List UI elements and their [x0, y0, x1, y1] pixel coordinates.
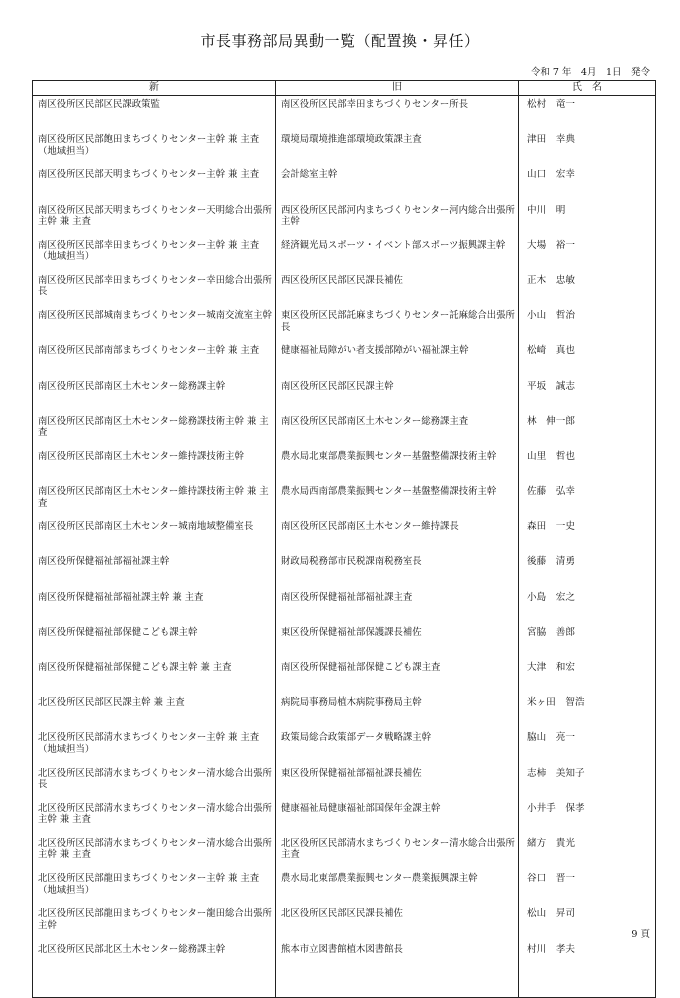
old-position-cell: 経済観光局スポーツ・イベント部スポーツ振興課主幹	[276, 237, 519, 272]
employee-name-cell: 津田 幸典	[519, 131, 656, 166]
old-position-cell: 東区役所保健福祉部福祉課長補佐	[276, 765, 519, 800]
table-row	[33, 342, 656, 377]
employee-name-cell: 林 伸一郎	[519, 413, 656, 448]
table-row	[33, 272, 656, 307]
new-position-cell: 北区役所区民部区民課主幹 兼 主査	[33, 694, 276, 729]
old-position-cell: 健康福祉局障がい者支援部障がい福祉課主幹	[276, 342, 519, 377]
new-position-cell: 南区役所区民部幸田まちづくりセンター主幹 兼 主査（地域担当）	[33, 237, 276, 272]
old-position-cell: 政策局総合政策部データ戦略課主幹	[276, 729, 519, 764]
empty-row	[33, 976, 656, 998]
table-row	[33, 589, 656, 624]
new-position-cell: 南区役所保健福祉部福祉課主幹	[33, 553, 276, 588]
new-position-cell: 北区役所区民部清水まちづくりセンター清水総合出張所主幹 兼 主査	[33, 835, 276, 870]
employee-name-cell: 平坂 誠志	[519, 378, 656, 413]
header-old: 旧	[276, 81, 519, 96]
employee-name-cell: 佐藤 弘幸	[519, 483, 656, 518]
document-title: 市長事務部局異動一覧（配置換・昇任）	[200, 32, 480, 50]
new-position-cell: 南区役所保健福祉部保健こども課主幹	[33, 624, 276, 659]
empty-cell	[276, 976, 519, 998]
empty-cell	[33, 976, 276, 998]
table-row	[33, 659, 656, 694]
new-position-cell: 南区役所区民部幸田まちづくりセンター幸田総合出張所長	[33, 272, 276, 307]
employee-name-cell: 脇山 亮一	[519, 729, 656, 764]
old-position-cell: 東区役所区民部託麻まちづくりセンター託麻総合出張所長	[276, 307, 519, 342]
table-row	[33, 166, 656, 201]
old-position-cell: 農水局西南部農業振興センター基盤整備課技術主幹	[276, 483, 519, 518]
table-row	[33, 835, 656, 870]
employee-name-cell: 山里 哲也	[519, 448, 656, 483]
table-row	[33, 237, 656, 272]
new-position-cell: 南区役所区民部南区土木センター維持課技術主幹	[33, 448, 276, 483]
old-position-cell: 南区役所区民部南区土木センター維持課長	[276, 518, 519, 553]
table-header-row	[33, 81, 656, 96]
table-row	[33, 800, 656, 835]
issue-date: 令和 7 年 4月 1日 発令	[530, 67, 650, 78]
new-position-cell: 南区役所区民部天明まちづくりセンター主幹 兼 主査	[33, 166, 276, 201]
table-row	[33, 448, 656, 483]
new-position-cell: 南区役所区民部飽田まちづくりセンター主幹 兼 主査（地域担当）	[33, 131, 276, 166]
old-position-cell: 北区役所区民部区民課長補佐	[276, 905, 519, 940]
table-row	[33, 413, 656, 448]
employee-name-cell: 小井手 保孝	[519, 800, 656, 835]
old-position-cell: 健康福祉局健康福祉部国保年金課主幹	[276, 800, 519, 835]
old-position-cell: 病院局事務局植木病院事務局主幹	[276, 694, 519, 729]
old-position-cell: 熊本市立図書館植木図書館長	[276, 941, 519, 976]
header-name: 氏 名	[519, 81, 656, 96]
table-row	[33, 905, 656, 940]
table-row	[33, 941, 656, 976]
employee-name-cell: 大津 和宏	[519, 659, 656, 694]
new-position-cell: 北区役所区民部龍田まちづくりセンター主幹 兼 主査（地域担当）	[33, 870, 276, 905]
new-position-cell: 南区役所区民部南区土木センター城南地域整備室長	[33, 518, 276, 553]
new-position-cell: 北区役所区民部清水まちづくりセンター清水総合出張所長	[33, 765, 276, 800]
table-row	[33, 202, 656, 237]
old-position-cell: 環境局環境推進部環境政策課主査	[276, 131, 519, 166]
employee-name-cell: 宮脇 善郎	[519, 624, 656, 659]
old-position-cell: 南区役所保健福祉部福祉課主査	[276, 589, 519, 624]
table-row	[33, 553, 656, 588]
old-position-cell: 南区役所区民部南区土木センター総務課主査	[276, 413, 519, 448]
employee-name-cell: 小山 哲治	[519, 307, 656, 342]
employee-name-cell: 緒方 貴光	[519, 835, 656, 870]
new-position-cell: 北区役所区民部北区土木センター総務課主幹	[33, 941, 276, 976]
employee-name-cell: 松村 竜一	[519, 96, 656, 132]
employee-name-cell: 山口 宏幸	[519, 166, 656, 201]
table-row	[33, 694, 656, 729]
table-row	[33, 96, 656, 132]
new-position-cell: 北区役所区民部清水まちづくりセンター清水総合出張所主幹 兼 主査	[33, 800, 276, 835]
new-position-cell: 南区役所区民部天明まちづくりセンター天明総合出張所主幹 兼 主査	[33, 202, 276, 237]
old-position-cell: 北区役所区民部清水まちづくりセンター清水総合出張所主査	[276, 835, 519, 870]
transfer-table	[32, 80, 656, 998]
table-row	[33, 131, 656, 166]
new-position-cell: 南区役所保健福祉部保健こども課主幹 兼 主査	[33, 659, 276, 694]
page-number: 9 頁	[631, 929, 650, 940]
table-row	[33, 483, 656, 518]
employee-name-cell: 松山 昇司	[519, 905, 656, 940]
empty-cell	[519, 976, 656, 998]
table-row	[33, 378, 656, 413]
employee-name-cell: 森田 一史	[519, 518, 656, 553]
new-position-cell: 南区役所区民部南区土木センター総務課技術主幹 兼 主査	[33, 413, 276, 448]
old-position-cell: 財政局税務部市民税課南税務室長	[276, 553, 519, 588]
table-row	[33, 624, 656, 659]
header-new: 新	[33, 81, 276, 96]
table-row	[33, 765, 656, 800]
table-body	[33, 96, 656, 998]
employee-name-cell: 小島 宏之	[519, 589, 656, 624]
employee-name-cell: 中川 明	[519, 202, 656, 237]
new-position-cell: 南区役所区民部南部まちづくりセンター主幹 兼 主査	[33, 342, 276, 377]
employee-name-cell: 正木 忠敏	[519, 272, 656, 307]
new-position-cell: 南区役所区民部南区土木センター総務課主幹	[33, 378, 276, 413]
new-position-cell: 南区役所区民部南区土木センター維持課技術主幹 兼 主査	[33, 483, 276, 518]
employee-name-cell: 志柿 美知子	[519, 765, 656, 800]
old-position-cell: 農水局北東部農業振興センター基盤整備課技術主幹	[276, 448, 519, 483]
old-position-cell: 南区役所保健福祉部保健こども課主査	[276, 659, 519, 694]
old-position-cell: 会計総室主幹	[276, 166, 519, 201]
employee-name-cell: 松崎 真也	[519, 342, 656, 377]
old-position-cell: 南区役所区民部区民課主幹	[276, 378, 519, 413]
new-position-cell: 南区役所区民部区民課政策監	[33, 96, 276, 132]
new-position-cell: 北区役所区民部清水まちづくりセンター主幹 兼 主査（地域担当）	[33, 729, 276, 764]
employee-name-cell: 後藤 清勇	[519, 553, 656, 588]
employee-name-cell: 谷口 晋一	[519, 870, 656, 905]
new-position-cell: 北区役所区民部龍田まちづくりセンター龍田総合出張所主幹	[33, 905, 276, 940]
new-position-cell: 南区役所保健福祉部福祉課主幹 兼 主査	[33, 589, 276, 624]
old-position-cell: 西区役所区民部河内まちづくりセンター河内総合出張所主幹	[276, 202, 519, 237]
table-row	[33, 307, 656, 342]
employee-name-cell: 村川 孝夫	[519, 941, 656, 976]
employee-name-cell: 大場 裕一	[519, 237, 656, 272]
old-position-cell: 南区役所区民部幸田まちづくりセンター所長	[276, 96, 519, 132]
old-position-cell: 西区役所区民部区民課長補佐	[276, 272, 519, 307]
old-position-cell: 東区役所保健福祉部保護課長補佐	[276, 624, 519, 659]
table-row	[33, 729, 656, 764]
new-position-cell: 南区役所区民部城南まちづくりセンター城南交流室主幹	[33, 307, 276, 342]
old-position-cell: 農水局北東部農業振興センター農業振興課主幹	[276, 870, 519, 905]
table-row	[33, 870, 656, 905]
employee-name-cell: 米ヶ田 智浩	[519, 694, 656, 729]
table-row	[33, 518, 656, 553]
